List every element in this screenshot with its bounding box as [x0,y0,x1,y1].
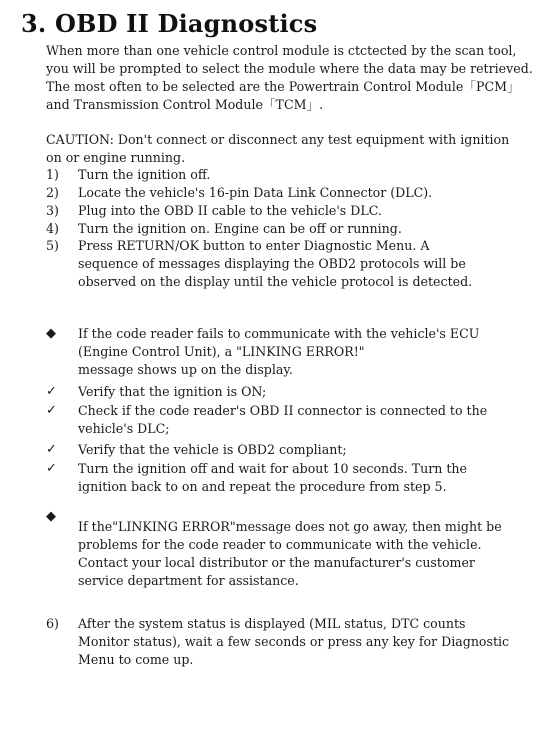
intro-line: The most often to be selected are the Powertrain Control Module「PCM」 [46,79,520,94]
step-text: Turn the ignition off. [78,167,211,182]
step-text: Menu to come up. [78,652,194,667]
step-number: 2) [46,185,59,200]
step-text: Turn the ignition on. Engine can be off or running. [78,221,402,236]
diamond-bullet-icon: ◆ [46,509,56,524]
step-number: 4) [46,221,59,236]
step-text: Press RETURN/OK button to enter Diagnostic Menu. A [78,238,430,253]
check-text: vehicle's DLC; [78,421,170,436]
intro-line: and Transmission Control Module「TCM」. [46,97,324,112]
intro-line: you will be prompted to select the module where the data may be retrieved. [46,61,533,76]
caution-paragraph [46,131,546,167]
note-text: problems for the code reader to communicate with the vehicle. [78,537,482,552]
checkmark-icon: ✓ [46,461,57,476]
step-text: sequence of messages displaying the OBD2 protocols will be [78,256,466,271]
note-text: (Engine Control Unit), a "LINKING ERROR!" [78,344,365,359]
check-text: Verify that the vehicle is OBD2 compliant; [78,442,347,457]
step-number: 3) [46,203,59,218]
section-heading: 3. OBD II Diagnostics [21,9,318,38]
caution-line: on or engine running. [46,150,186,165]
checkmark-icon: ✓ [46,384,57,399]
check-text: ignition back to on and repeat the procedure from step 5. [78,479,447,494]
check-text: Turn the ignition off and wait for about 10 seconds. Turn the [78,461,467,476]
step-number: 1) [46,167,59,182]
step-text: Monitor status), wait a few seconds or press any key for Diagnostic [78,634,510,649]
note-text: Contact your local distributor or the manufacturer's customer [78,555,475,570]
step-text: Locate the vehicle's 16-pin Data Link Connector (DLC). [78,185,433,200]
step-text: After the system status is displayed (MIL status, DTC counts [78,616,466,631]
note-text: message shows up on the display. [78,362,293,377]
note-text: If the"LINKING ERROR"message does not go away, then might be [78,519,502,534]
caution-line: CAUTION: Don't connect or disconnect any test equipment with ignition [46,132,510,147]
check-text: Verify that the ignition is ON; [78,384,267,399]
step-number: 6) [46,616,59,631]
checkmark-icon: ✓ [46,442,57,457]
note-text: If the code reader fails to communicate with the vehicle's ECU [78,326,480,341]
diamond-bullet-icon: ◆ [46,326,56,341]
step-text: observed on the display until the vehicle protocol is detected. [78,274,473,289]
check-text: Check if the code reader's OBD II connector is connected to the [78,403,488,418]
checkmark-icon: ✓ [46,403,57,418]
step-text: Plug into the OBD II cable to the vehicle's DLC. [78,203,382,218]
intro-line: When more than one vehicle control module is ctctected by the scan tool, [46,43,517,58]
note-text: service department for assistance. [78,573,299,588]
step-number: 5) [46,238,59,253]
intro-paragraph [46,42,546,114]
